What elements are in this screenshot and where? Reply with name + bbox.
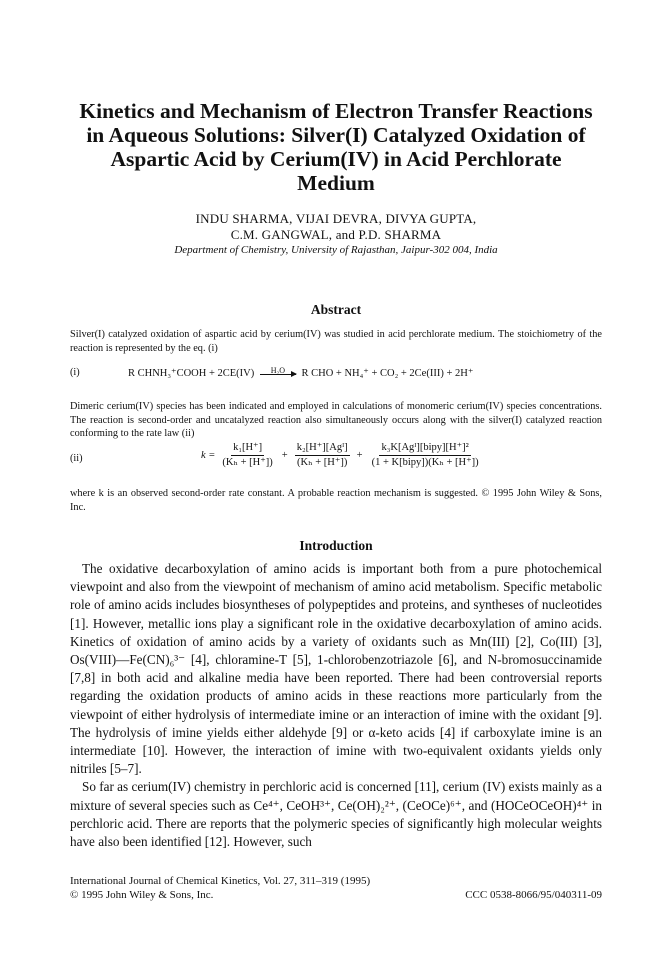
plus-sign: + (356, 450, 363, 461)
equation-2-rate-law (201, 442, 484, 469)
introduction-paragraph-2: So far as cerium(IV) chemistry in perchloric acid is concerned [11], cerium (IV) exists mainly as a mixture of several species such as Ce⁴⁺, CeOH³⁺, Ce(OH)₂²⁺, (CeOCe)⁶⁺, and (HOCeOCeOH)⁴⁺ in perchloric acid. There are reports that the polymeric species of significantly high molecular weights have also been identified [12]. However, such (70, 779, 602, 850)
abstract-paragraph-3: where k is an observed second-order rate constant. A probable reaction mechanism is suggested. © 1995 John Wiley & Sons, Inc. (70, 488, 602, 513)
rate-term-3 (370, 442, 481, 469)
abstract-heading: Abstract (310, 302, 362, 317)
rate-term-1 (220, 442, 274, 469)
equation-1-lhs: R CHNH₃⁺COOH + 2CE(IV) (128, 368, 255, 379)
equation-1 (128, 367, 473, 379)
introduction-body (70, 560, 602, 851)
introduction-heading: Introduction (299, 538, 373, 553)
introduction-paragraph-1: The oxidative decarboxylation of amino acids is important both from a pure photochemical viewpoint and also from the viewpoint of mechanism of amino acid metabolism. Specific metabolic role of amino acids includes biosyntheses of polypeptides and proteins, and syntheses of nucleotides [1]. However, metallic ions play a significant role in the oxidative decarboxylation of amino acids. Kinetics of oxidation of amino acids by a variety of oxidants such as Mn(III) [2], Co(III) [3], Os(VIII)—Fe(CN)₆³⁻ [4], chloramine-T [5], 1-chlorobenzotriazole [6], and N-bromosuccinamide [7,8] in both acid and alkaline media have been reported. There had been controversial reports regarding the oxidation products of amino acids in these reactions more particularly from the viewpoint of either hydrolysis of intermediate imine or an interaction of imine with the oxidant [9]. The hydrolysis of imine yields either aldehyde [9] or α-keto acids [4] if carboxylate imine is an intermediate [10]. However, the interaction of imine with two-equivalent oxidants yields only nitriles [5–7]. (70, 561, 602, 777)
rate-term-1-numerator: k₁[H⁺] (231, 442, 264, 456)
affiliation: Department of Chemistry, University of Rajasthan, Jaipur-302 004, India (174, 244, 498, 256)
paper-title: Kinetics and Mechanism of Electron Transfer Reactions in Aqueous Solutions: Silver(I) Catalyzed Oxidation of Aspartic Acid by Cerium(IV) in Acid Perchlorate Medium (79, 99, 593, 195)
abstract-paragraph-1: Silver(I) catalyzed oxidation of aspartic acid by cerium(IV) was studied in acid perchlorate medium. The stoichiometry of the reaction is represented by the eq. (i) (70, 329, 602, 354)
equation-1-rhs: R CHO + NH₄⁺ + CO₂ + 2Ce(III) + 2H⁺ (301, 368, 474, 379)
rate-term-1-denominator: (Kₕ + [H⁺]) (222, 457, 273, 468)
copyright-notice: © 1995 John Wiley & Sons, Inc. (70, 889, 214, 901)
author-line-2: C.M. GANGWAL, and P.D. SHARMA (230, 227, 442, 242)
author-list (60, 211, 612, 243)
equation-1-label: (i) (70, 367, 80, 378)
abstract-paragraph-2: Dimeric cerium(IV) species has been indicated and employed in calculations of monomeric cerium(IV) species concentrations. The reaction is second-order and uncatalyzed reaction also simultaneously occurs along with the silver(I) catalyzed reaction conforming to the rate law (ii) (70, 401, 602, 439)
plus-sign: + (281, 450, 288, 461)
equation-2-label: (ii) (70, 453, 83, 464)
rate-term-2 (295, 442, 350, 469)
rate-term-3-numerator: k₃K[Agᴵ][bipy][H⁺]² (379, 442, 470, 456)
page-footer (70, 874, 602, 902)
author-line-1: INDU SHARMA, VIJAI DEVRA, DIVYA GUPTA, (195, 211, 477, 226)
rate-law-lhs: k = (201, 450, 216, 461)
rate-term-2-numerator: k₂[H⁺][Agᴵ] (295, 442, 350, 456)
journal-citation: International Journal of Chemical Kinetics, Vol. 27, 311–319 (1995) (70, 875, 371, 887)
reaction-arrow (260, 366, 296, 378)
rate-term-2-denominator: (Kₕ + [H⁺]) (296, 457, 348, 468)
rate-term-3-denominator: (1 + K[bipy])(Kₕ + [H⁺]) (371, 457, 479, 468)
ccc-code: CCC 0538-8066/95/040311-09 (465, 889, 602, 901)
reaction-arrow-label: H₂O (270, 366, 286, 376)
